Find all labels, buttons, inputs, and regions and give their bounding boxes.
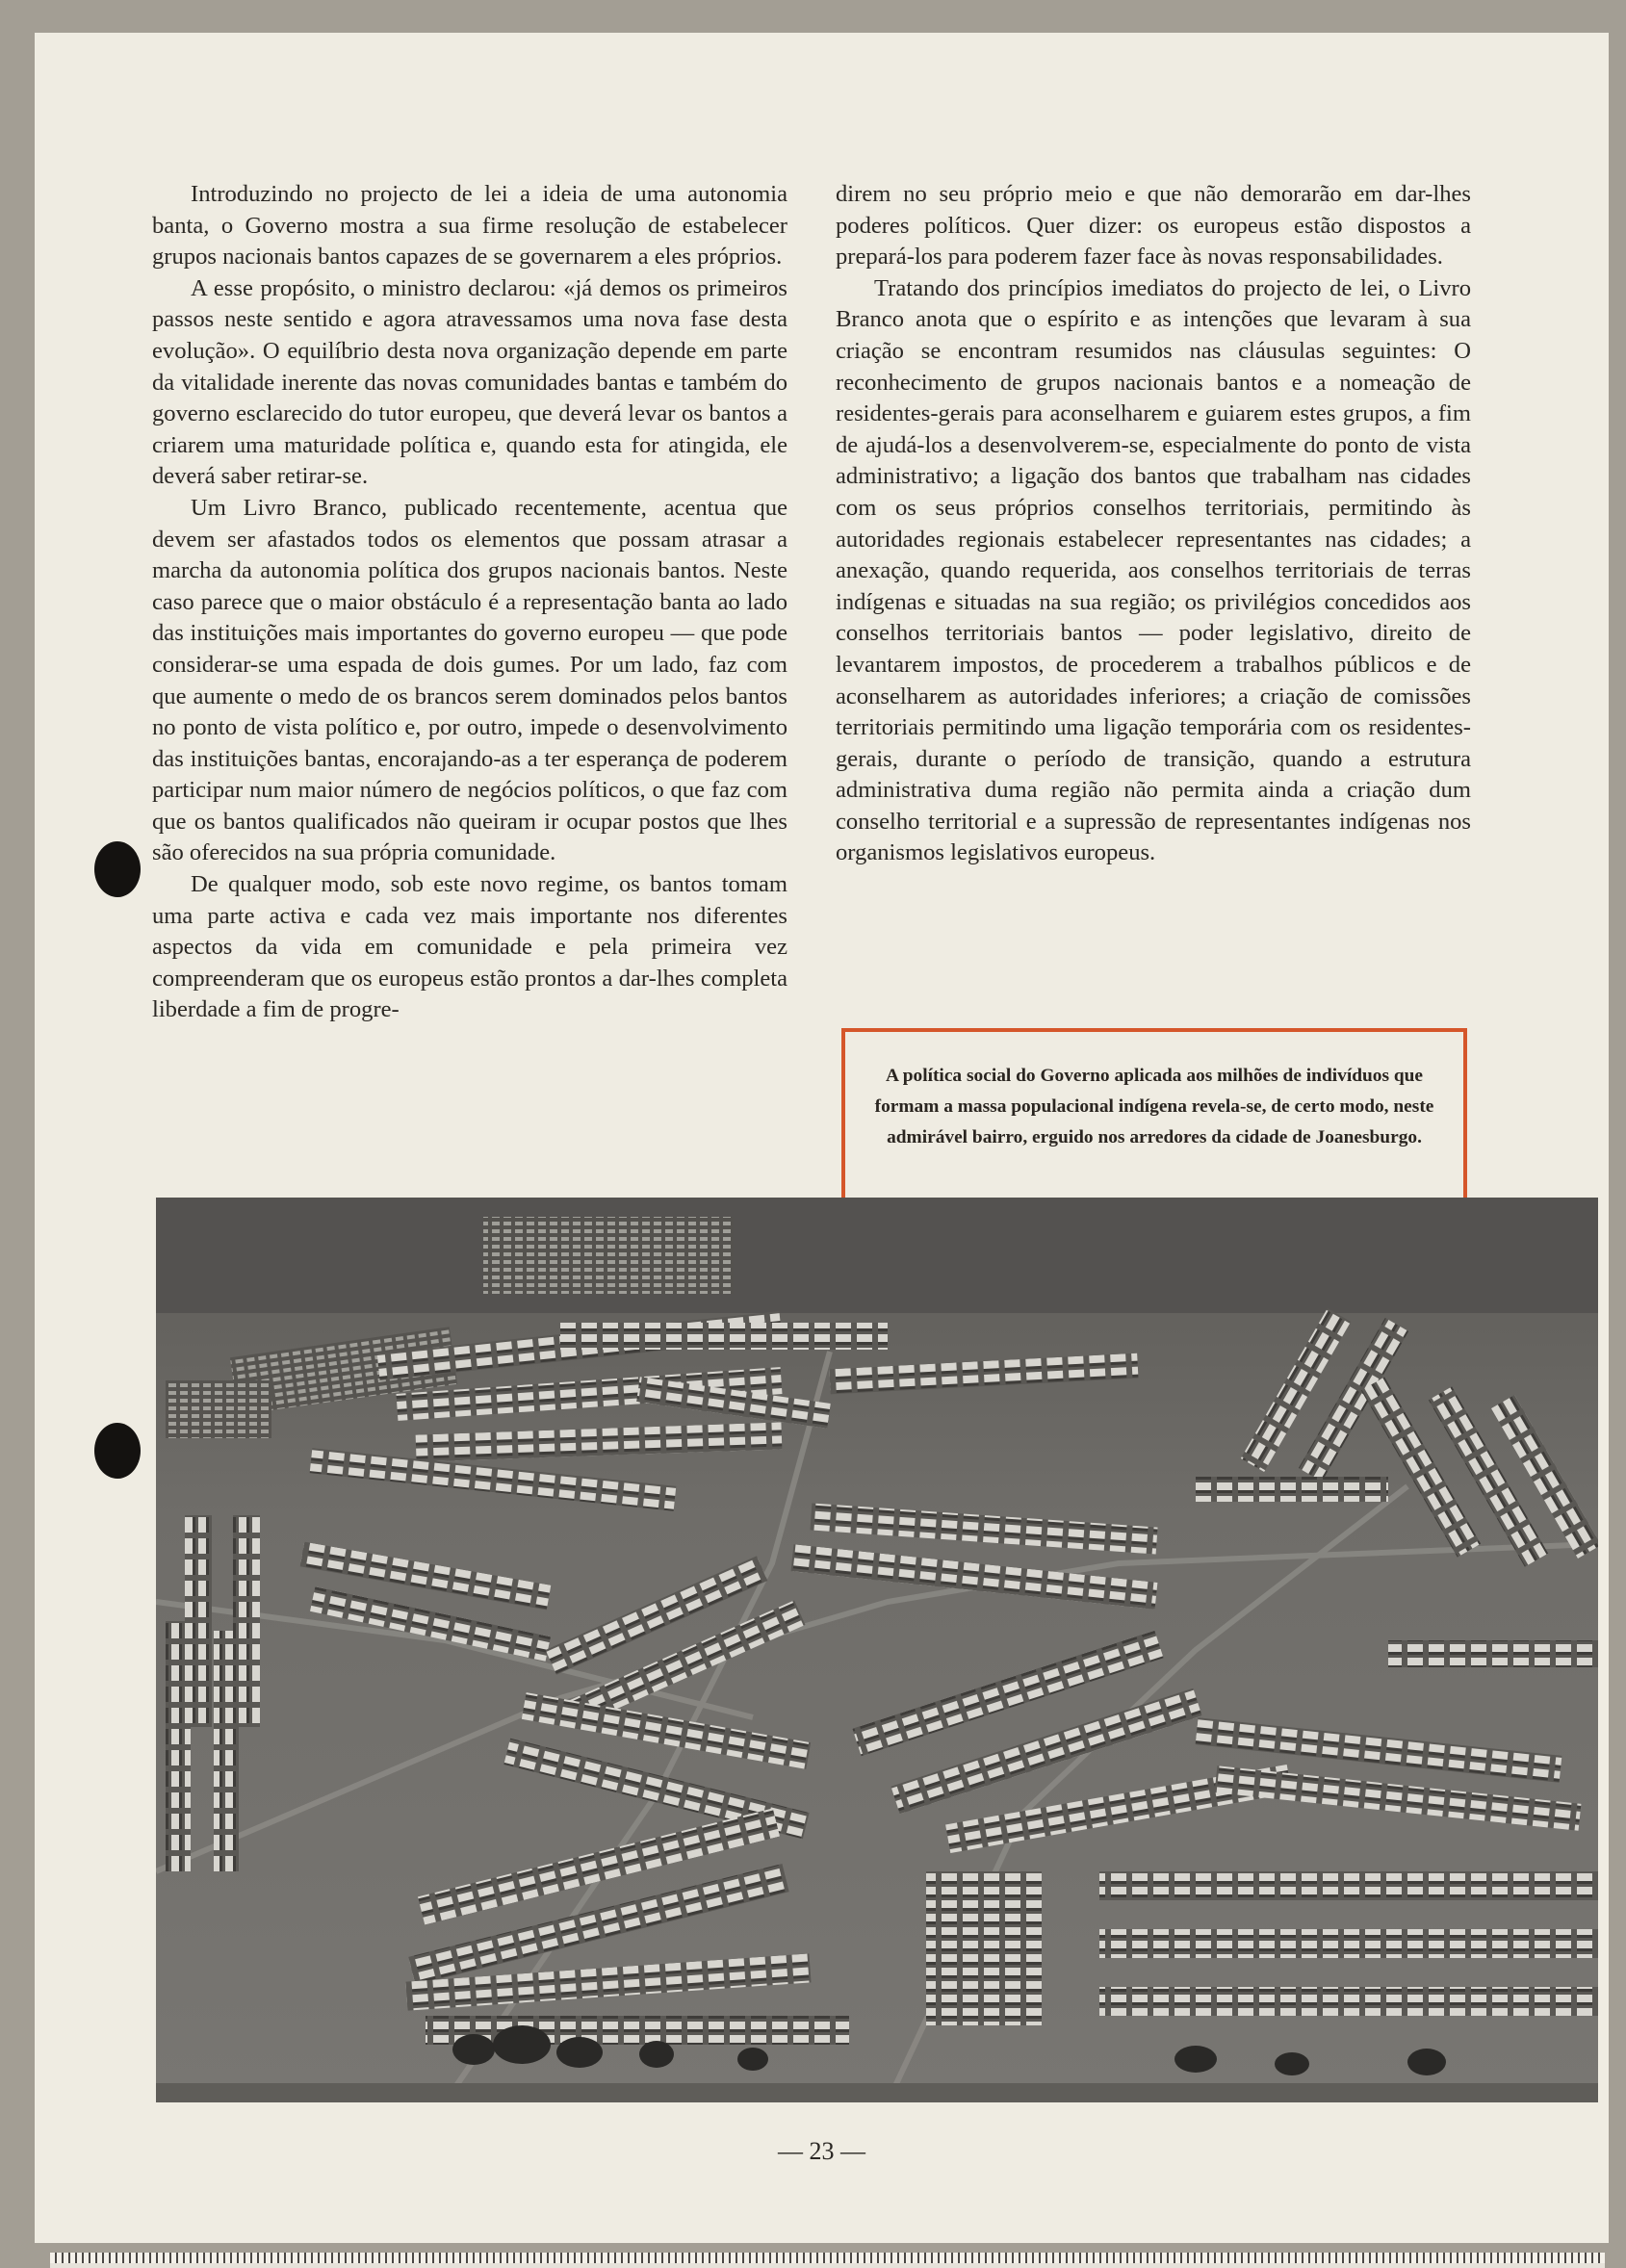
scale-ruler-base [50,2263,1605,2268]
paragraph: Um Livro Branco, publicado recentemente, acentua que devem ser afastados todos os elementos que possam atrasar a marcha da autonomia política dos grupos nacionais bantos. Neste caso parece que o maior obstáculo é a representação banta ao lado das instituições mais importantes do governo europeu — que pode considerar-se uma espada de dois gumes. Por um lado, faz com que aumente o medo de os brancos serem dominados pelos bantos no ponto de vista político e, por outro, impede o desenvolvimento das instituições bantas, encorajando-as a ter esperança de poderem participar num maior número de negócios políticos, o que faz com que os bantos qualificados não queiram ir ocupar postos que lhes são oferecidos na sua própria comunidade. [152,494,787,866]
document-page [35,33,1609,2243]
paragraph: De qualquer modo, sob este novo regime, os bantos tomam uma parte activa e cada vez mais importante nos diferentes aspectos da vida em comunidade e pela primeira vez compreenderam que os europeus estão prontos a dar-lhes completa liberdade a fim de progre- [152,871,787,1023]
paragraph: Tratando dos princípios imediatos do projecto de lei, o Livro Branco anota que o espírito e as intenções que levaram à sua criação se encontram resumidos nas cláusulas seguintes: O reconhecimento de grupos nacionais bantos e a nomeação de residentes-gerais para aconselharem e guiarem estes grupos, a fim de ajudá-los a desenvolverem-se, especialmente do ponto de vista administrativo; a ligação dos bantos que trabalham nas cidades com os seus próprios conselhos territoriais, permitindo às autoridades regionais estabelecer representantes nas cidades; a anexação, quando requerida, aos conselhos territoriais de terras indígenas e situadas na sua região; os privilégios concedidos aos conselhos territoriais bantos — poder legislativo, direito de levantarem impostos, de procederem a trabalhos públicos e de aconselharem as autoridades inferiores; a criação de comissões territoriais permitindo uma ligação temporária com os residentes-gerais, durante o período de transição, quando a estrutura administrativa duma região não permita ainda a criação dum conselho territorial e a supressão de representantes indígenas nos organismos legislativos europeus. [836,274,1471,866]
punch-hole [94,841,141,897]
page-number: — 23 — [778,2137,865,2165]
paragraph: A esse propósito, o ministro declarou: «já demos os primeiros passos neste sentido e agora atravessamos uma nova fase desta evolução». O equilíbrio desta nova organização depende em parte da vitalidade inerente das novas comunidades bantas e também do governo esclarecido do tutor europeu, que deverá levar os bantos a criarem uma maturidade política e, quando esta for atingida, ele deverá saber retirar-se. [152,274,787,490]
punch-hole [94,1423,141,1479]
article-left-column [152,179,787,1026]
article-right-column [836,179,1471,869]
paragraph: Introduzindo no projecto de lei a ideia de uma autonomia banta, o Governo mostra a sua firme resolução de estabelecer grupos nacionais bantos capazes de se governarem a eles próprios. [152,181,787,271]
photo-caption: A política social do Governo aplicada aos milhões de indivíduos que formam a massa populacional indígena revela-se, de certo modo, neste admirável bairro, erguido nos arredores da cidade de Joanesburgo. [874,1066,1434,1147]
aerial-photo-image [156,1198,1598,2102]
paragraph: direm no seu próprio meio e que não demorarão em dar-lhes poderes políticos. Quer dizer: os europeus estão dispostos a prepará-los para poderem fazer face às novas responsabilidades. [836,181,1471,271]
aerial-photo-township [156,1198,1598,2102]
